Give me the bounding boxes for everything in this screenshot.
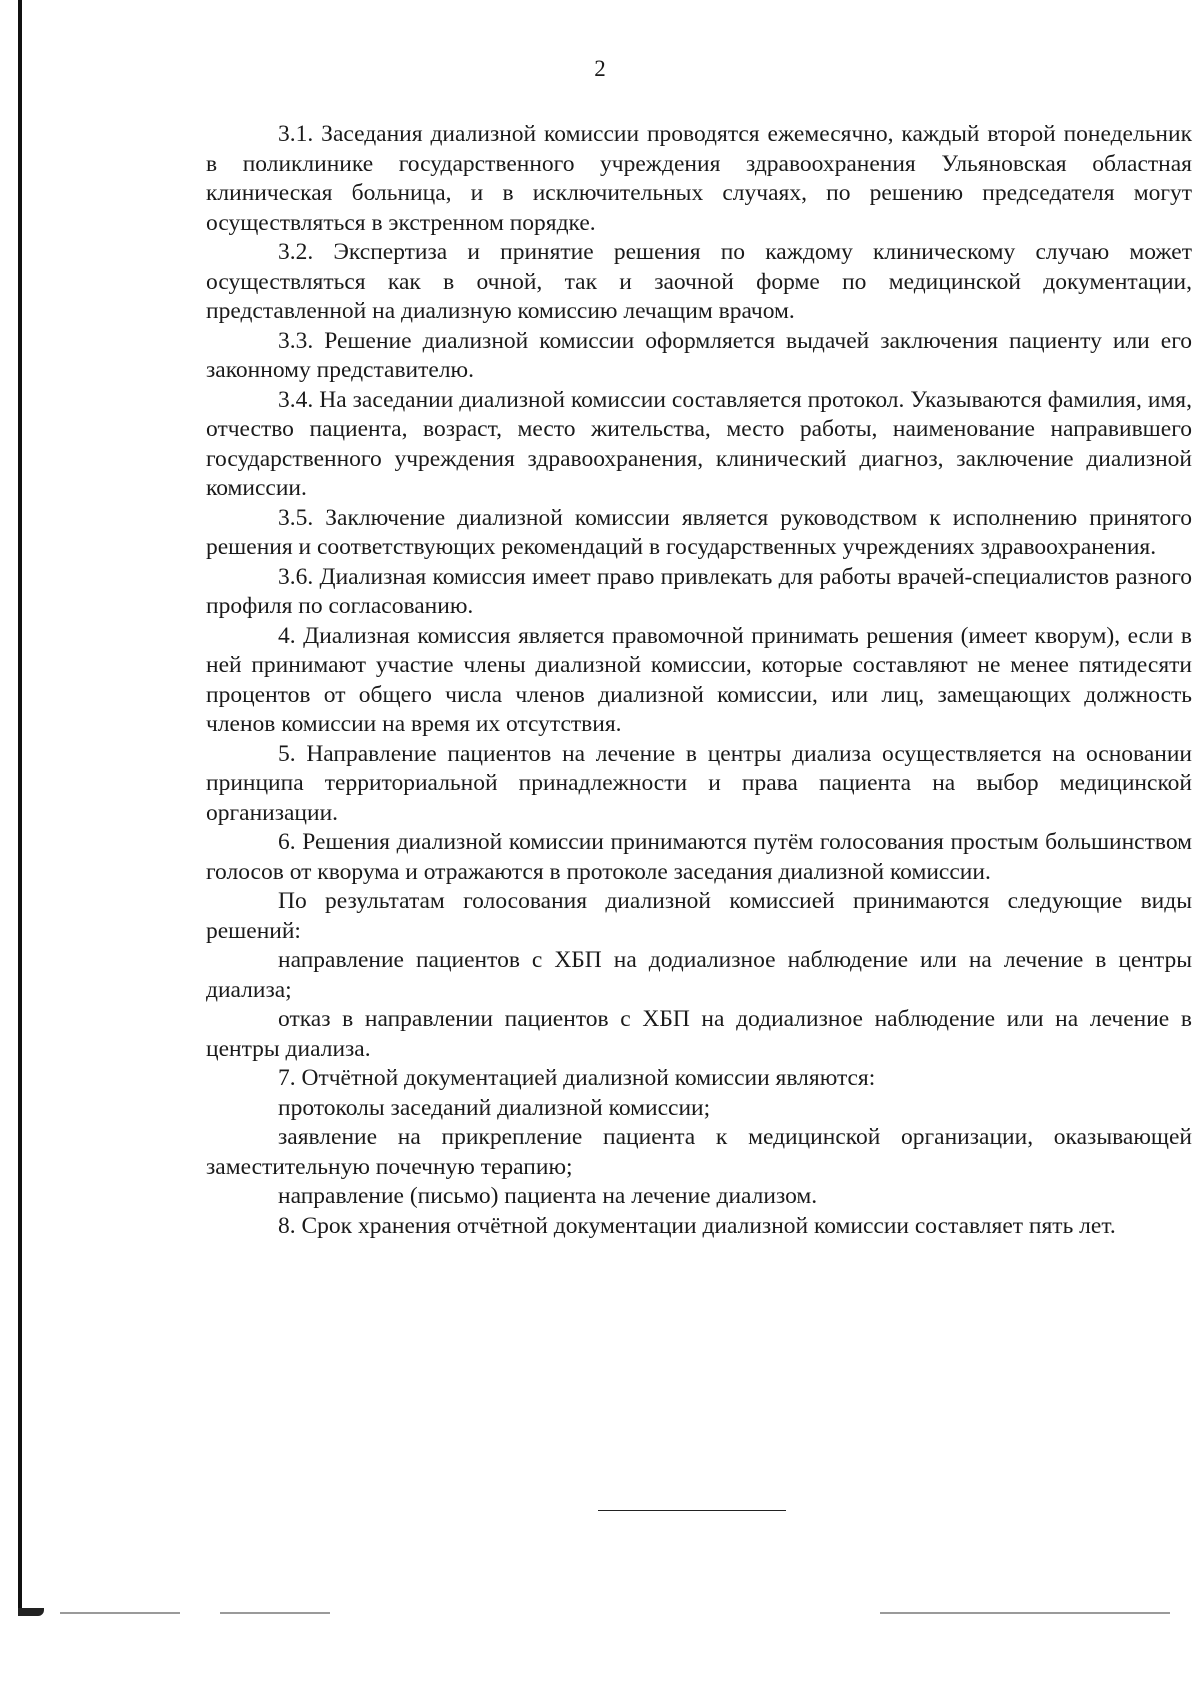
documentation-item: заявление на прикрепление пациента к медицинской организации, оказывающей заместительную почечную терапию; — [206, 1124, 1192, 1180]
paragraph-7: 7. Отчётной документацией диализной комиссии являются: — [278, 1065, 876, 1091]
decision-item: направление пациентов с ХБП на додиализное наблюдение или на лечение в центры диализа; — [206, 947, 1192, 1003]
documentation-item: протоколы заседаний диализной комиссии; — [278, 1094, 711, 1121]
scan-edge-foot — [18, 1608, 44, 1616]
paragraph-3-1: 3.1. Заседания диализной комиссии проводятся ежемесячно, каждый второй понедельник в поликлинике государственного учреждения здравоохранения Ульяновская областная клиническая больница, и в исключительных случаях, по решению председателя могут осуществляться в экстренном порядке. — [206, 121, 1192, 236]
page-number: 2 — [594, 56, 606, 81]
closing-separator-line — [598, 1510, 786, 1511]
paragraph-3-3: 3.3. Решение диализной комиссии оформляется выдачей заключения пациенту или его законному представителю. — [206, 327, 1192, 383]
documentation-item: направление (письмо) пациента на лечение диализом. — [278, 1183, 818, 1209]
scan-left-edge — [18, 0, 22, 1615]
scan-noise — [880, 1612, 1170, 1614]
paragraph-voting-results: По результатам голосования диализной комиссией принимаются следующие виды решений: — [206, 888, 1192, 944]
scan-noise — [220, 1612, 330, 1614]
decision-item: отказ в направлении пациентов с ХБП на додиализное наблюдение или на лечение в центры диализа. — [206, 1006, 1192, 1062]
paragraph-6: 6. Решения диализной комиссии принимаются путём голосования простым большинством голосов от кворума и отражаются в протоколе заседания диализной комиссии. — [206, 829, 1192, 885]
document-body — [206, 120, 1192, 1241]
scan-noise — [60, 1612, 180, 1614]
paragraph-8: 8. Срок хранения отчётной документации диализной комиссии составляет пять лет. — [278, 1212, 1116, 1239]
paragraph-3-5: 3.5. Заключение диализной комиссии является руководством к исполнению принятого решения и соответствующих рекомендаций в государственных учреждениях здравоохранения. — [206, 504, 1192, 560]
paragraph-3-2: 3.2. Экспертиза и принятие решения по каждому клиническому случаю может осуществляться как в очной, так и заочной форме по медицинской документации, представленной на диализную комиссию лечащим врачом. — [206, 239, 1192, 324]
paragraph-4: 4. Диализная комиссия является правомочной принимать решения (имеет кворум), если в ней принимают участие члены диализной комиссии, которые составляют не менее пятидесяти процентов от общего числа членов диализной комиссии, или лиц, замещающих должность членов комиссии на время их отсутствия. — [206, 622, 1192, 737]
paragraph-3-6: 3.6. Диализная комиссия имеет право привлекать для работы врачей-специалистов разного профиля по согласованию. — [206, 563, 1192, 619]
paragraph-3-4: 3.4. На заседании диализной комиссии составляется протокол. Указываются фамилия, имя, отчество пациента, возраст, место жительства, место работы, наименование направившего государственного учреждения здравоохранения, клинический диагноз, заключение диализной комиссии. — [206, 386, 1192, 501]
paragraph-5: 5. Направление пациентов на лечение в центры диализа осуществляется на основании принципа территориальной принадлежности и права пациента на выбор медицинской организации. — [206, 740, 1192, 826]
